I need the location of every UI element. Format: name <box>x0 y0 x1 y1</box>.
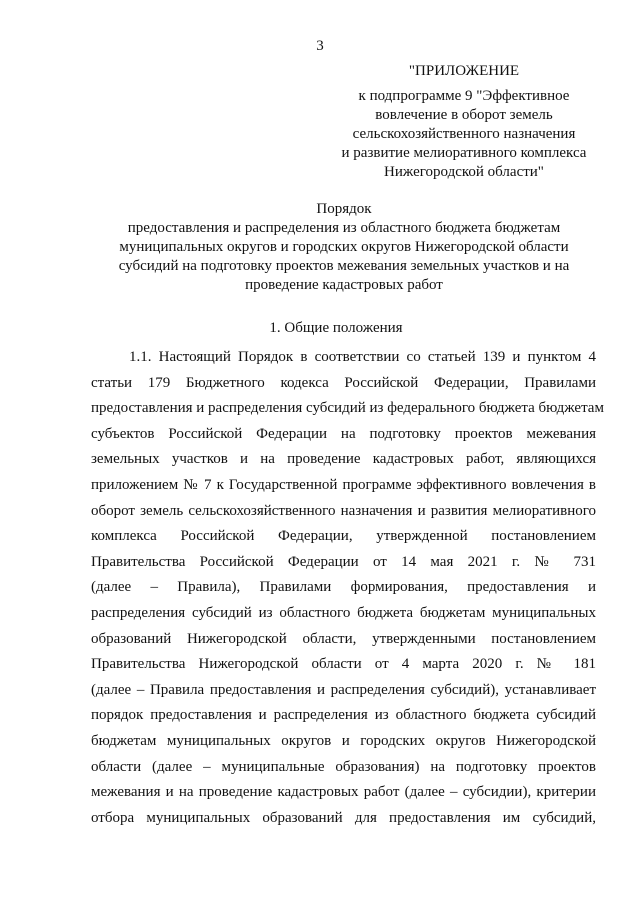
paragraph-line: субъектов Российской Федерации на подготовку проектов межевания <box>91 425 596 442</box>
paragraph-line: 1.1. Настоящий Порядок в соответствии со статьей 139 и пунктом 4 <box>129 349 596 365</box>
paragraph-line: образований Нижегородской области, утвержденными постановлением <box>91 630 596 647</box>
paragraph-line: предоставления и распределения субсидий из федерального бюджета бюджетам <box>91 400 604 417</box>
paragraph-line: оборот земель сельскохозяйственного назначения и развития мелиоративного <box>91 502 596 519</box>
document-title-line: проведение кадастровых работ <box>245 277 443 293</box>
paragraph-line: Правительства Российской Федерации от 14 мая 2021 г. № 731 <box>91 553 596 570</box>
paragraph-line: отбора муниципальных образований для предоставления им субсидий, <box>91 809 596 826</box>
paragraph <box>91 345 604 831</box>
appendix-line: и развитие мелиоративного комплекса <box>341 145 587 161</box>
appendix-line: к подпрограмме 9 "Эффективное <box>358 88 570 104</box>
appendix-line: вовлечение в оборот земель <box>375 107 553 123</box>
paragraph-line: (далее – Правила), Правилами формирования, предоставления и <box>91 579 596 596</box>
document-title <box>80 200 608 295</box>
document-title-line: Порядок <box>316 201 372 217</box>
paragraph-line: порядок предоставления и распределения из областного бюджета субсидий <box>91 707 596 724</box>
document-title-line: муниципальных округов и городских округов Нижегородской области <box>119 239 569 255</box>
page-number: 3 <box>316 38 324 54</box>
document-title-line: субсидий на подготовку проектов межевания земельных участков и на <box>118 258 570 274</box>
document-title-line: предоставления и распределения из областного бюджета бюджетам <box>127 220 561 236</box>
paragraph-line: статьи 179 Бюджетного кодекса Российской Федерации, Правилами <box>91 374 596 391</box>
paragraph-line: приложением № 7 к Государственной программе эффективного вовлечения в <box>91 476 596 493</box>
paragraph-line: межевания и на проведение кадастровых работ (далее – субсидии), критерии <box>91 784 596 801</box>
paragraph-line: области (далее – муниципальные образования) на подготовку проектов <box>91 758 596 775</box>
paragraph-line: бюджетам муниципальных округов и городских округов Нижегородской <box>91 732 596 749</box>
appendix-header <box>318 62 610 182</box>
paragraph-line: земельных участков и на проведение кадастровых работ, являющихся <box>91 451 596 468</box>
paragraph-line: комплекса Российской Федерации, утвержденной постановлением <box>91 528 596 545</box>
paragraph-line: Правительства Нижегородской области от 4 марта 2020 г. № 181 <box>91 656 596 673</box>
appendix-title: "ПРИЛОЖЕНИЕ <box>408 63 520 79</box>
appendix-line: Нижегородской области" <box>384 164 544 180</box>
paragraph-line: распределения субсидий из областного бюджета бюджетам муниципальных <box>91 604 596 621</box>
paragraph-line: (далее – Правила предоставления и распределения субсидий), устанавливает <box>91 681 596 698</box>
appendix-line: сельскохозяйственного назначения <box>352 126 576 142</box>
section-heading: 1. Общие положения <box>269 320 403 336</box>
